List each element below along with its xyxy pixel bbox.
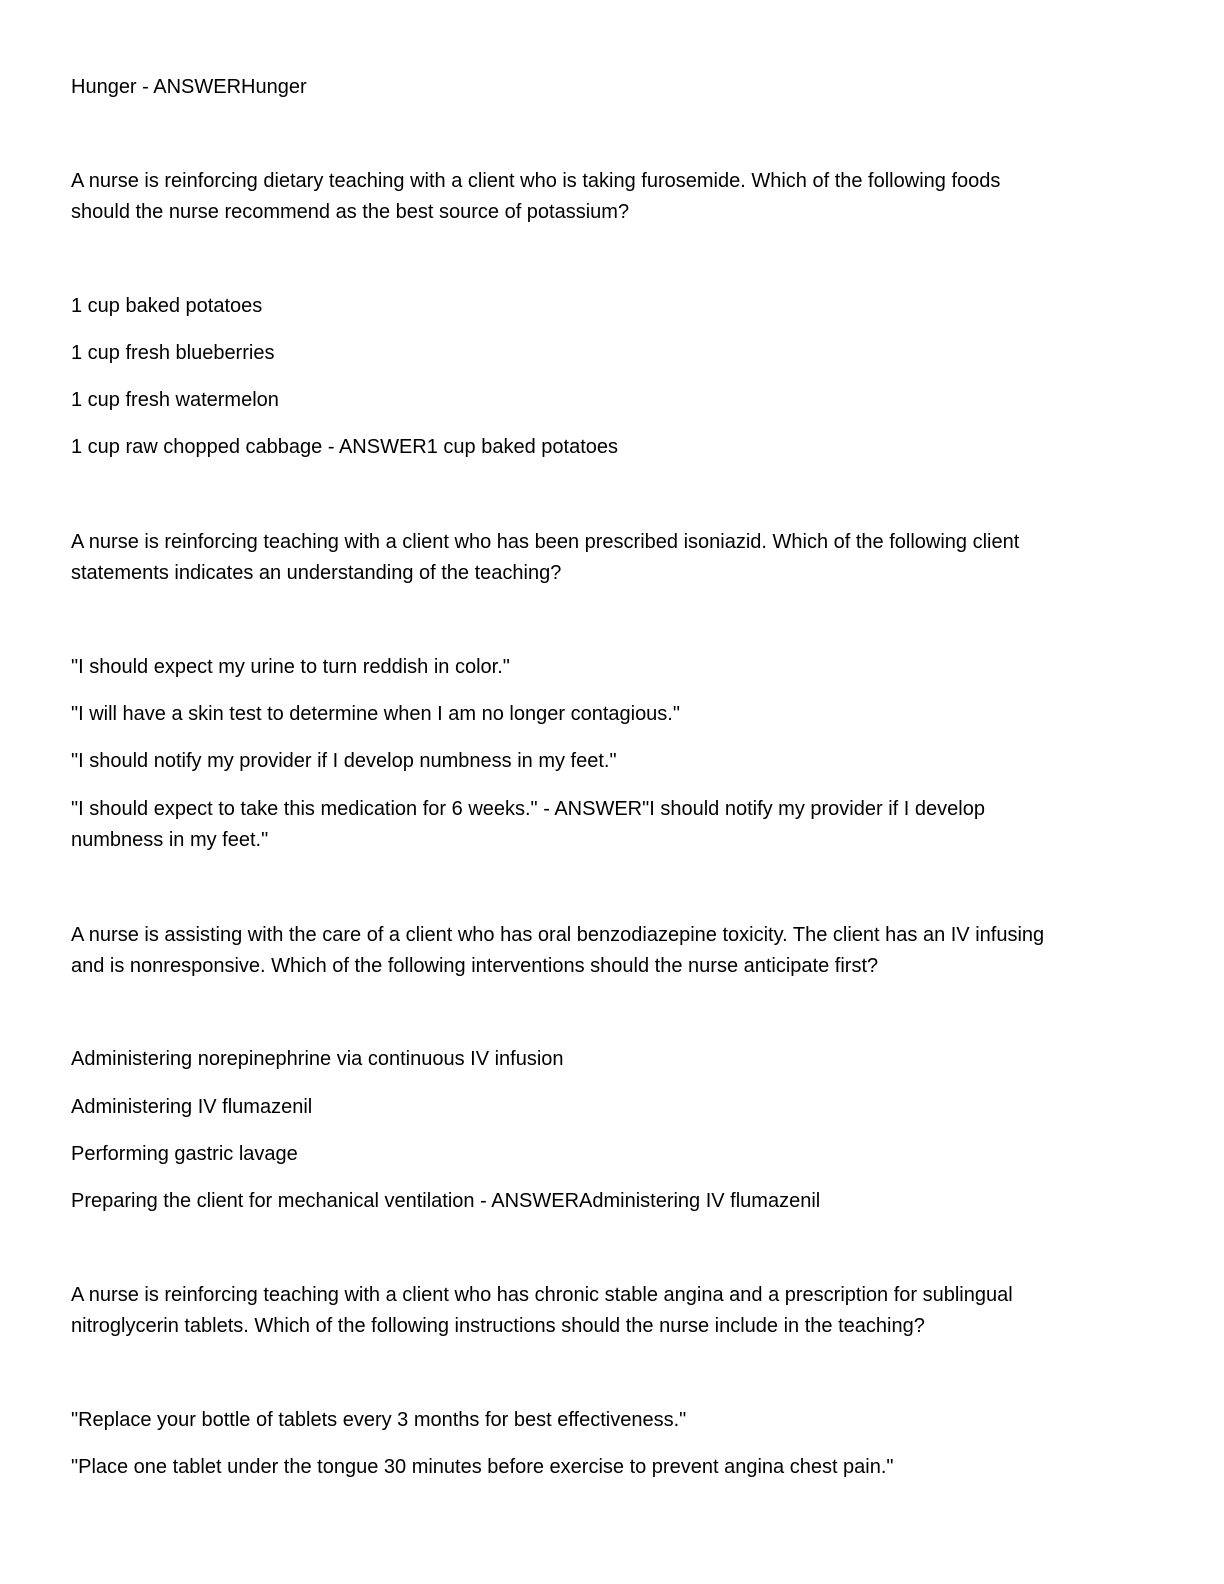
question-2-option-3 <box>71 746 617 777</box>
question-1-option-2 <box>71 338 274 369</box>
question-1-line-2: should the nurse recommend as the best source of potassium? <box>71 201 630 223</box>
option-text: Administering IV flumazenil <box>71 1096 313 1118</box>
question-3-line-1: A nurse is assisting with the care of a client who has oral benzodiazepine toxicity. The client has an IV infusing <box>71 924 1045 946</box>
option-text-cont: numbness in my feet." <box>71 829 269 851</box>
option-text: "Replace your bottle of tablets every 3 months for best effectiveness." <box>71 1409 687 1431</box>
question-2-text <box>71 527 1019 589</box>
question-3-option-2 <box>71 1092 312 1123</box>
option-text: "I should expect my urine to turn reddish in color." <box>71 656 510 678</box>
question-1-option-3 <box>71 385 279 416</box>
option-text: "I should expect to take this medication for 6 weeks." - ANSWER"I should notify my provider if I develop <box>71 798 985 820</box>
question-2-line-1: A nurse is reinforcing teaching with a client who has been prescribed isoniazid. Which of the following client <box>71 531 1020 553</box>
question-3-option-4-with-answer <box>71 1186 820 1217</box>
option-text: "Place one tablet under the tongue 30 minutes before exercise to prevent angina chest pain." <box>71 1456 894 1478</box>
question-1-text <box>71 166 1000 228</box>
option-text: 1 cup fresh watermelon <box>71 389 279 411</box>
question-4-option-1 <box>71 1405 686 1436</box>
question-3-line-2: and is nonresponsive. Which of the following interventions should the nurse anticipate first? <box>71 955 879 977</box>
option-text: "I should notify my provider if I develop numbness in my feet." <box>71 750 617 772</box>
question-2-option-1 <box>71 652 510 683</box>
question-2-option-2 <box>71 699 680 730</box>
question-3-option-3 <box>71 1139 298 1170</box>
question-3-text <box>71 920 1044 982</box>
option-text: 1 cup baked potatoes <box>71 295 263 317</box>
question-1-option-4-with-answer <box>71 432 618 463</box>
question-4-line-2: nitroglycerin tablets. Which of the following instructions should the nurse include in the teaching? <box>71 1315 925 1337</box>
question-2-line-2: statements indicates an understanding of the teaching? <box>71 562 562 584</box>
option-text: 1 cup fresh blueberries <box>71 342 275 364</box>
question-1-line-1: A nurse is reinforcing dietary teaching with a client who is taking furosemide. Which of the following foods <box>71 170 1001 192</box>
option-text: Preparing the client for mechanical ventilation - ANSWERAdministering IV flumazenil <box>71 1190 821 1212</box>
option-text: Performing gastric lavage <box>71 1143 298 1165</box>
question-1-option-1 <box>71 291 262 322</box>
question-4-option-2 <box>71 1452 894 1483</box>
option-text: 1 cup raw chopped cabbage - ANSWER1 cup baked potatoes <box>71 436 619 458</box>
question-3-option-1 <box>71 1044 564 1075</box>
title-text: Hunger - ANSWERHunger <box>71 76 307 98</box>
question-2-option-4-with-answer <box>71 794 985 856</box>
document-title-line <box>71 72 307 103</box>
question-4-line-1: A nurse is reinforcing teaching with a client who has chronic stable angina and a prescription for sublingual <box>71 1284 1013 1306</box>
option-text: Administering norepinephrine via continuous IV infusion <box>71 1048 564 1070</box>
question-4-text <box>71 1280 1013 1342</box>
option-text: "I will have a skin test to determine when I am no longer contagious." <box>71 703 680 725</box>
